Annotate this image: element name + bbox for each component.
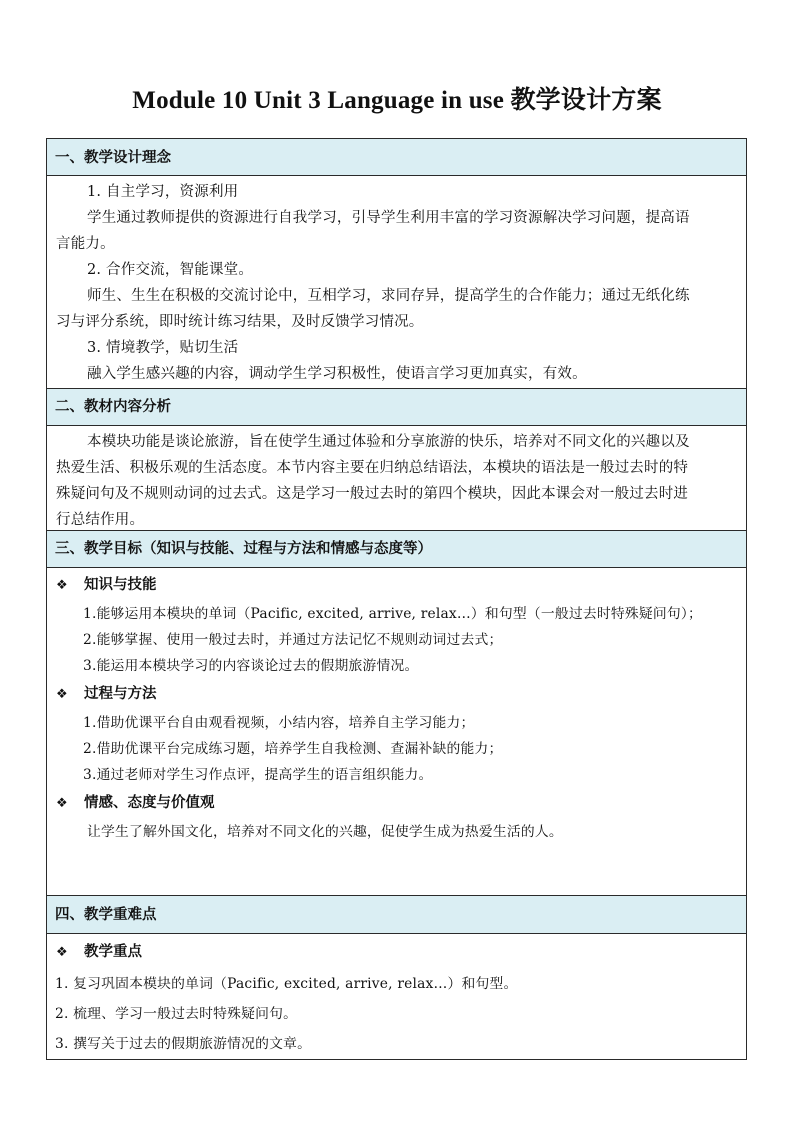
text-line: 3. 情境教学，贴切生活	[87, 340, 239, 356]
section-heading-content-analysis: 二、教材内容分析	[47, 388, 746, 426]
list-item: 1.借助优课平台自由观看视频，小结内容，培养自主学习能力；	[83, 715, 475, 731]
group-title: 过程与方法	[84, 685, 157, 702]
lesson-plan-table	[46, 138, 747, 1060]
section-heading-key-points: 四、教学重难点	[47, 895, 746, 934]
section-body-design-concept	[47, 176, 746, 388]
objective-group-knowledge	[47, 573, 746, 594]
diamond-bullet-icon: ❖	[56, 578, 68, 593]
list-item: 1. 复习巩固本模块的单词（Pacific, excited, arrive, relax…）和句型。	[55, 976, 518, 992]
group-title: 情感、态度与价值观	[84, 794, 215, 811]
diamond-bullet-icon: ❖	[56, 945, 68, 960]
text-line: 融入学生感兴趣的内容，调动学生学习积极性，使语言学习更加真实，有效。	[87, 366, 587, 382]
text-line: 师生、生生在积极的交流讨论中，互相学习，求同存异，提高学生的合作能力；通过无纸化练	[87, 288, 690, 304]
list-item: 2.能够掌握、使用一般过去时，并通过方法记忆不规则动词过去式；	[83, 632, 503, 648]
section-body-content-analysis	[47, 426, 746, 530]
text-line: 2. 合作交流，智能课堂。	[87, 262, 254, 278]
section-body-key-points	[47, 934, 746, 1060]
text-line: 热爱生活、积极乐观的生活态度。本节内容主要在归纳总结语法，本模块的语法是一般过去时的特	[56, 460, 689, 476]
text-line: 1. 自主学习，资源利用	[87, 184, 239, 200]
list-item: 让学生了解外国文化，培养对不同文化的兴趣，促使学生成为热爱生活的人。	[87, 824, 563, 840]
list-item: 2. 梳理、学习一般过去时特殊疑问句。	[55, 1006, 298, 1022]
text-line: 殊疑问句及不规则动词的过去式。这是学习一般过去时的第四个模块，因此本课会对一般过去时进	[56, 486, 689, 502]
group-title: 知识与技能	[84, 576, 157, 593]
diamond-bullet-icon: ❖	[56, 687, 68, 702]
group-title: 教学重点	[84, 943, 142, 960]
list-item: 3.能运用本模块学习的内容谈论过去的假期旅游情况。	[83, 658, 419, 674]
list-item: 3.通过老师对学生习作点评，提高学生的语言组织能力。	[83, 767, 433, 783]
objective-group-emotion	[47, 791, 746, 812]
document-title: Module 10 Unit 3 Language in use 教学设计方案	[132, 87, 662, 114]
section-heading-design-concept: 一、教学设计理念	[47, 139, 746, 176]
text-line: 本模块功能是谈论旅游，旨在使学生通过体验和分享旅游的快乐，培养对不同文化的兴趣以及	[87, 434, 690, 450]
text-line: 习与评分系统，即时统计练习结果，及时反馈学习情况。	[56, 314, 424, 330]
list-item: 3. 撰写关于过去的假期旅游情况的文章。	[55, 1036, 312, 1052]
list-item: 1.能够运用本模块的单词（Pacific, excited, arrive, relax…）和句型（一般过去时特殊疑问句）；	[83, 606, 702, 622]
list-item: 2.借助优课平台完成练习题，培养学生自我检测、查漏补缺的能力；	[83, 741, 503, 757]
key-points-group	[47, 940, 746, 961]
text-line: 学生通过教师提供的资源进行自我学习，引导学生利用丰富的学习资源解决学习问题，提高语	[87, 210, 690, 226]
text-line: 行总结作用。	[56, 512, 145, 528]
section-heading-teaching-objectives: 三、教学目标（知识与技能、过程与方法和情感与态度等）	[47, 530, 746, 568]
text-line: 言能力。	[56, 236, 115, 252]
diamond-bullet-icon: ❖	[56, 796, 68, 811]
objective-group-process	[47, 682, 746, 703]
section-body-teaching-objectives	[47, 568, 746, 895]
